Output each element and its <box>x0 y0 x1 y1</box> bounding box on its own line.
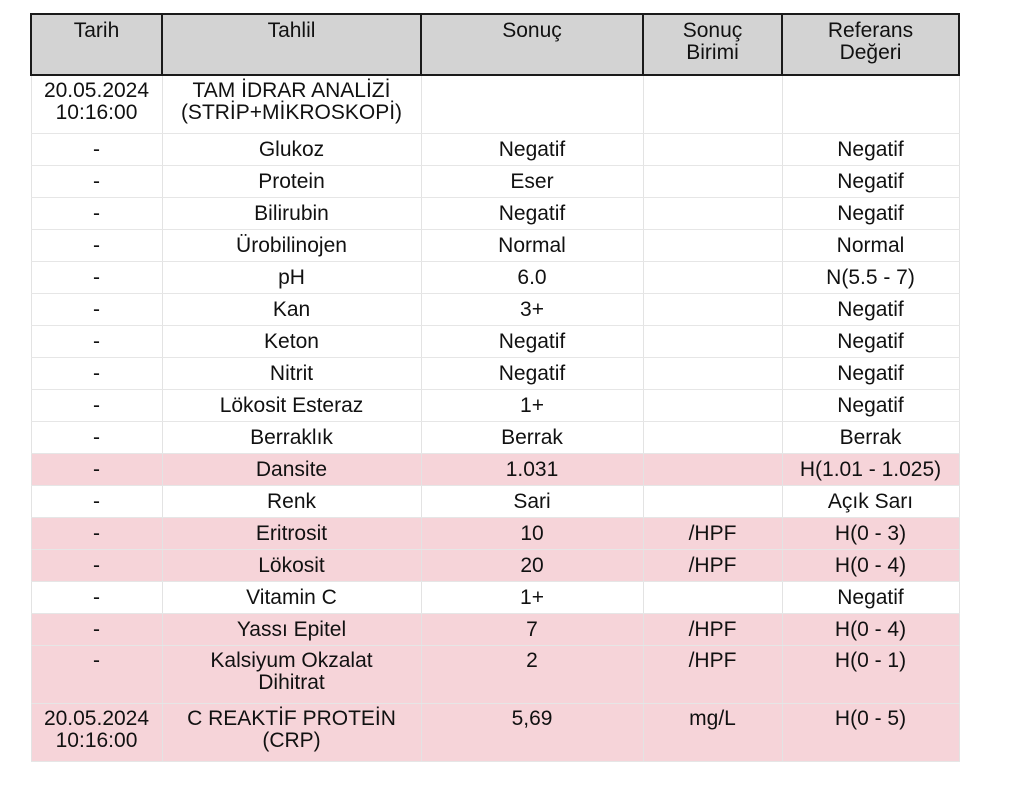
cell-referans-degeri: H(1.01 - 1.025) <box>782 454 959 486</box>
table-row <box>31 486 959 518</box>
cell-tarih: - <box>31 358 162 390</box>
cell-tahlil: Kan <box>162 294 421 326</box>
cell-sonuc: Normal <box>421 230 643 262</box>
cell-sonuc-birimi: /HPF <box>643 518 782 550</box>
cell-tahlil: Glukoz <box>162 134 421 166</box>
cell-sonuc-birimi <box>643 166 782 198</box>
cell-sonuc-birimi <box>643 486 782 518</box>
cell-referans-degeri: Açık Sarı <box>782 486 959 518</box>
table-row <box>31 166 959 198</box>
cell-referans-degeri: Negatif <box>782 198 959 230</box>
table-row <box>31 646 959 704</box>
cell-tarih: - <box>31 326 162 358</box>
cell-sonuc: 6.0 <box>421 262 643 294</box>
cell-sonuc: 1.031 <box>421 454 643 486</box>
cell-tarih: - <box>31 230 162 262</box>
header-row <box>31 14 959 75</box>
cell-sonuc: Berrak <box>421 422 643 454</box>
cell-referans-degeri: Negatif <box>782 294 959 326</box>
cell-sonuc-birimi <box>643 326 782 358</box>
cell-referans-degeri: N(5.5 - 7) <box>782 262 959 294</box>
cell-referans-degeri: H(0 - 4) <box>782 550 959 582</box>
cell-sonuc-birimi: /HPF <box>643 614 782 646</box>
cell-sonuc: 1+ <box>421 390 643 422</box>
cell-tarih: - <box>31 294 162 326</box>
cell-sonuc: Negatif <box>421 134 643 166</box>
table-header <box>31 14 959 75</box>
table-row <box>31 518 959 550</box>
cell-tahlil: Eritrosit <box>162 518 421 550</box>
cell-tahlil: Berraklık <box>162 422 421 454</box>
cell-tarih: - <box>31 646 162 704</box>
cell-sonuc-birimi <box>643 134 782 166</box>
cell-sonuc-birimi <box>643 422 782 454</box>
cell-sonuc-birimi <box>643 294 782 326</box>
cell-sonuc: 7 <box>421 614 643 646</box>
cell-tarih: - <box>31 198 162 230</box>
cell-sonuc: 10 <box>421 518 643 550</box>
cell-tarih: - <box>31 582 162 614</box>
cell-tahlil: Lökosit <box>162 550 421 582</box>
cell-tarih: - <box>31 486 162 518</box>
table-row <box>31 294 959 326</box>
cell-sonuc-birimi <box>643 390 782 422</box>
table-body <box>31 75 959 762</box>
table-row <box>31 550 959 582</box>
cell-referans-degeri: H(0 - 4) <box>782 614 959 646</box>
table-row <box>31 262 959 294</box>
table-row <box>31 422 959 454</box>
cell-sonuc: 1+ <box>421 582 643 614</box>
cell-sonuc <box>421 75 643 134</box>
cell-sonuc-birimi <box>643 262 782 294</box>
cell-sonuc: Eser <box>421 166 643 198</box>
cell-tahlil: Bilirubin <box>162 198 421 230</box>
table-row <box>31 230 959 262</box>
header-sonuc-birimi: Sonuç Birimi <box>643 14 782 75</box>
cell-tahlil: C REAKTİF PROTEİN (CRP) <box>162 704 421 762</box>
cell-referans-degeri: Negatif <box>782 582 959 614</box>
cell-sonuc-birimi <box>643 454 782 486</box>
header-tahlil: Tahlil <box>162 14 421 75</box>
cell-sonuc: 20 <box>421 550 643 582</box>
table-row <box>31 75 959 134</box>
cell-sonuc: Negatif <box>421 326 643 358</box>
cell-tahlil: Renk <box>162 486 421 518</box>
table-row <box>31 454 959 486</box>
table-row <box>31 582 959 614</box>
table-row <box>31 704 959 762</box>
cell-tahlil: Dansite <box>162 454 421 486</box>
cell-tarih: - <box>31 390 162 422</box>
header-sonuc: Sonuç <box>421 14 643 75</box>
header-referans-degeri: Referans Değeri <box>782 14 959 75</box>
cell-sonuc-birimi: mg/L <box>643 704 782 762</box>
cell-tahlil: pH <box>162 262 421 294</box>
table-row <box>31 326 959 358</box>
cell-tarih: - <box>31 422 162 454</box>
cell-sonuc: Sari <box>421 486 643 518</box>
cell-tarih: - <box>31 262 162 294</box>
cell-tahlil: Vitamin C <box>162 582 421 614</box>
cell-sonuc-birimi: /HPF <box>643 646 782 704</box>
table-row <box>31 134 959 166</box>
cell-tarih: - <box>31 614 162 646</box>
cell-sonuc-birimi <box>643 582 782 614</box>
cell-referans-degeri: H(0 - 1) <box>782 646 959 704</box>
cell-sonuc: Negatif <box>421 198 643 230</box>
cell-sonuc-birimi: /HPF <box>643 550 782 582</box>
cell-sonuc: 2 <box>421 646 643 704</box>
cell-tarih: - <box>31 550 162 582</box>
cell-tahlil: Ürobilinojen <box>162 230 421 262</box>
cell-sonuc-birimi <box>643 230 782 262</box>
cell-referans-degeri: Normal <box>782 230 959 262</box>
cell-tarih: 20.05.2024 10:16:00 <box>31 75 162 134</box>
cell-referans-degeri: Negatif <box>782 390 959 422</box>
header-tarih: Tarih <box>31 14 162 75</box>
table-row <box>31 198 959 230</box>
cell-tarih: - <box>31 454 162 486</box>
cell-sonuc: Negatif <box>421 358 643 390</box>
cell-tarih: - <box>31 166 162 198</box>
cell-referans-degeri: Negatif <box>782 134 959 166</box>
cell-tarih: 20.05.2024 10:16:00 <box>31 704 162 762</box>
cell-tahlil: Keton <box>162 326 421 358</box>
cell-tarih: - <box>31 518 162 550</box>
cell-sonuc: 3+ <box>421 294 643 326</box>
table-row <box>31 390 959 422</box>
cell-tahlil: Kalsiyum Okzalat Dihitrat <box>162 646 421 704</box>
cell-sonuc-birimi <box>643 198 782 230</box>
cell-referans-degeri: Negatif <box>782 326 959 358</box>
cell-tahlil: Lökosit Esteraz <box>162 390 421 422</box>
lab-results-table <box>30 13 960 762</box>
cell-sonuc: 5,69 <box>421 704 643 762</box>
cell-tahlil: TAM İDRAR ANALİZİ (STRİP+MİKROSKOPİ) <box>162 75 421 134</box>
cell-tahlil: Yassı Epitel <box>162 614 421 646</box>
cell-tarih: - <box>31 134 162 166</box>
cell-referans-degeri: H(0 - 5) <box>782 704 959 762</box>
cell-sonuc-birimi <box>643 358 782 390</box>
cell-referans-degeri: Berrak <box>782 422 959 454</box>
cell-tahlil: Nitrit <box>162 358 421 390</box>
cell-tahlil: Protein <box>162 166 421 198</box>
cell-referans-degeri: H(0 - 3) <box>782 518 959 550</box>
cell-sonuc-birimi <box>643 75 782 134</box>
table-row <box>31 358 959 390</box>
cell-referans-degeri <box>782 75 959 134</box>
table-row <box>31 614 959 646</box>
cell-referans-degeri: Negatif <box>782 166 959 198</box>
cell-referans-degeri: Negatif <box>782 358 959 390</box>
